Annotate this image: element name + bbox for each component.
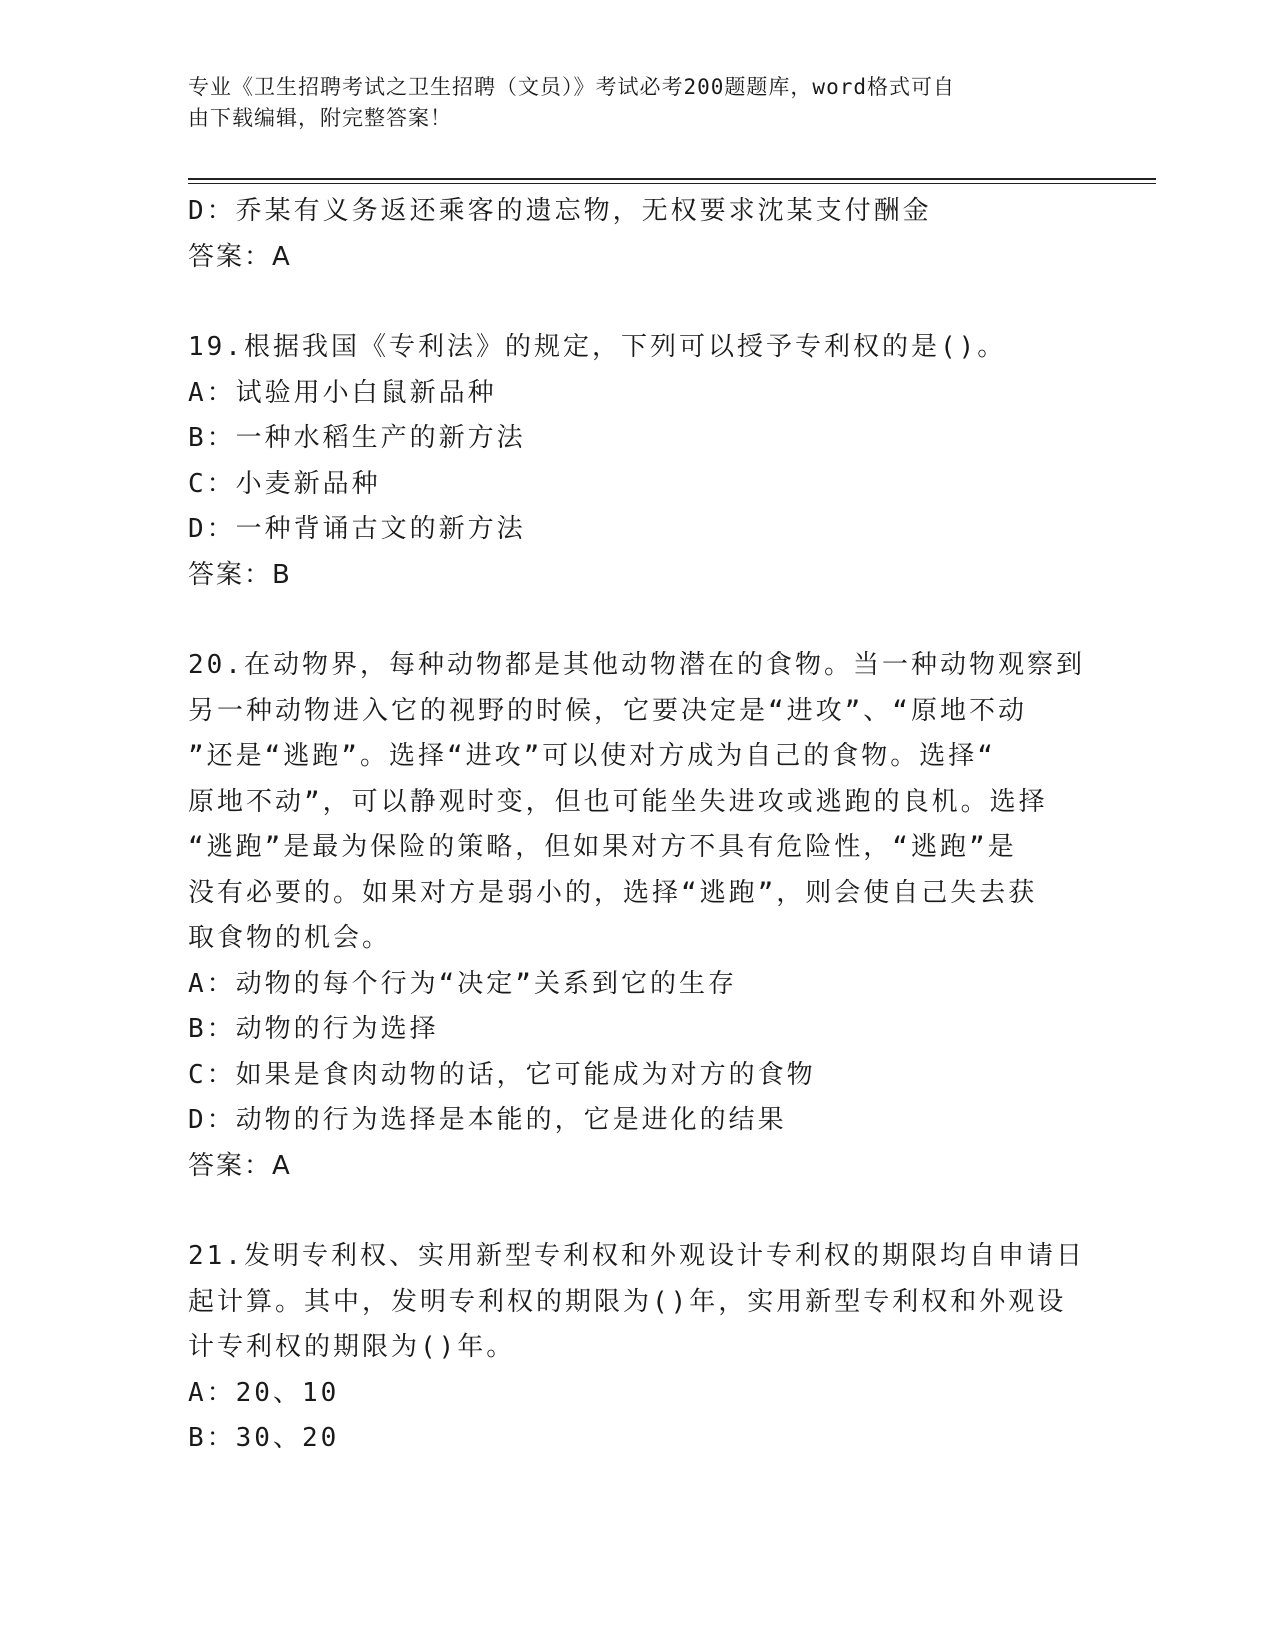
q18-option-d: D：乔某有义务返还乘客的遗忘物，无权要求沈某支付酬金: [188, 196, 932, 226]
q19-option-d: D：一种背诵古文的新方法: [188, 514, 526, 544]
q21-stem-line: 起计算。其中，发明专利权的期限为()年，实用新型专利权和外观设: [188, 1286, 1067, 1317]
q20-stem-line: 另一种动物进入它的视野的时候，它要决定是“进攻”、“原地不动: [188, 695, 1027, 726]
q20-stem-line: 20.在动物界，每种动物都是其他动物潜在的食物。当一种动物观察到: [188, 650, 1085, 680]
q21-option-a: A：20、10: [188, 1377, 340, 1408]
q19-option-c: C：小麦新品种: [188, 468, 381, 499]
header-line-1: 专业《卫生招聘考试之卫生招聘（文员）》考试必考200题题库，word格式可自: [188, 75, 955, 99]
q20-stem-line: 没有必要的。如果对方是弱小的，选择“逃跑”，则会使自己失去获: [188, 877, 1038, 908]
q20-stem-line: 原地不动”，可以静观时变，但也可能坐失进攻或逃跑的良机。选择: [188, 786, 1048, 817]
q20-answer: 答案：A: [188, 1150, 292, 1181]
q18-answer: 答案：A: [188, 241, 292, 272]
q20-stem-line: 取食物的机会。: [188, 923, 392, 953]
q19-answer: 答案：B: [188, 559, 292, 590]
q21-stem-line: 21.发明专利权、实用新型专利权和外观设计专利权的期限均自申请日: [188, 1241, 1085, 1271]
spacer: [188, 1189, 1088, 1234]
document-header: [188, 72, 1088, 134]
q19-stem: 19.根据我国《专利法》的规定，下列可以授予专利权的是()。: [188, 332, 1007, 362]
q21-stem-line: 计专利权的期限为()年。: [188, 1332, 516, 1362]
question-content: [188, 189, 1088, 1462]
q21-option-b: B：30、20: [188, 1423, 340, 1453]
q20-option-a: A：动物的每个行为“决定”关系到它的生存: [188, 968, 737, 999]
q20-stem-line: “逃跑”是最为保险的策略，但如果对方不具有危险性，“逃跑”是: [188, 832, 1017, 862]
q20-option-d: D：动物的行为选择是本能的，它是进化的结果: [188, 1105, 787, 1135]
q20-option-c: C：如果是食肉动物的话，它可能成为对方的食物: [188, 1059, 816, 1090]
q19-option-a: A：试验用小白鼠新品种: [188, 377, 497, 408]
q20-stem-line: ”还是“逃跑”。选择“进攻”可以使对方成为自己的食物。选择“: [188, 741, 996, 771]
header-rule-thin: [188, 183, 1156, 184]
spacer: [188, 598, 1088, 643]
header-line-2: 由下载编辑，附完整答案！: [188, 106, 452, 130]
spacer: [188, 280, 1088, 325]
q20-option-b: B：动物的行为选择: [188, 1014, 439, 1044]
header-rule-thick: [188, 178, 1156, 180]
q19-option-b: B：一种水稻生产的新方法: [188, 423, 526, 453]
